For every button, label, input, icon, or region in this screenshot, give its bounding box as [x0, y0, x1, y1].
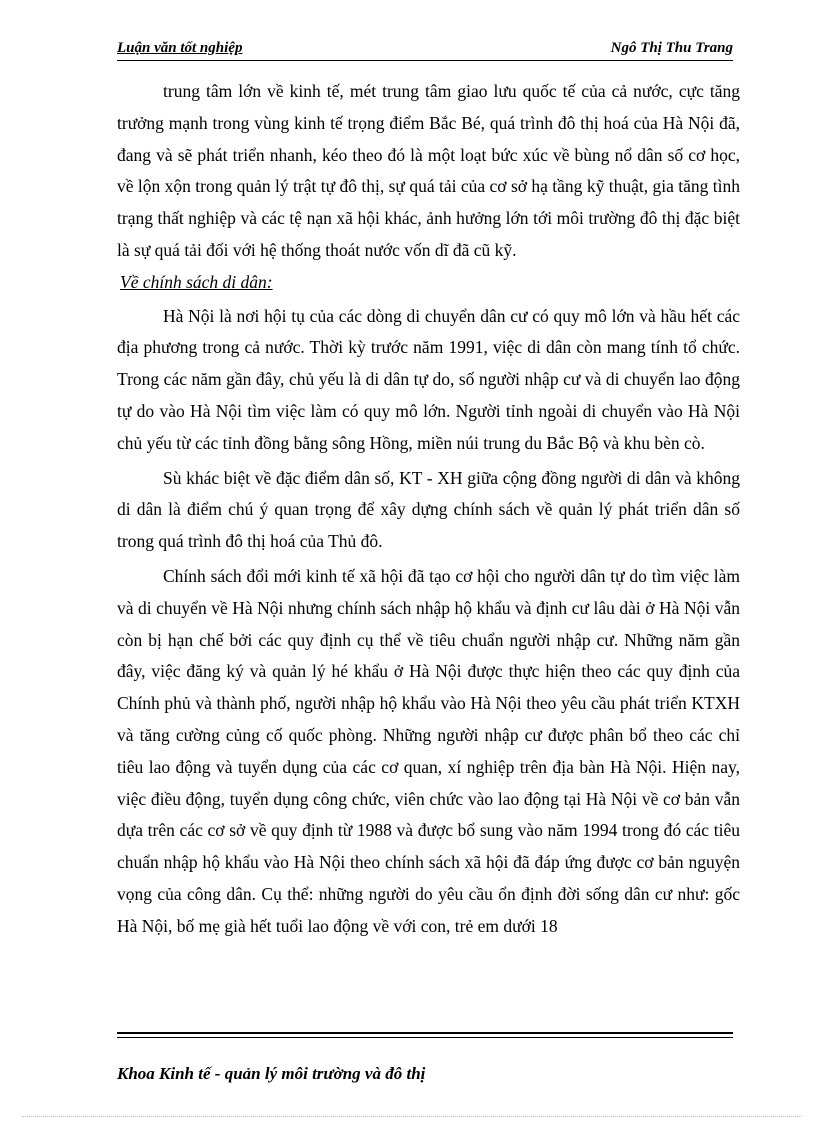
page-footer: Khoa Kinh tế - quản lý môi trường và đô thị: [117, 1064, 426, 1083]
page-header: [117, 40, 733, 62]
paragraph-4: Chính sách đổi mới kinh tế xã hội đã tạo cơ hội cho người dân tự do tìm việc làm và di chuyển về Hà Nội nhưng chính sách nhập hộ khẩu và định cư lâu dài ở Hà Nội vẫn còn bị hạn chế bởi các quy định cụ thể về tiêu chuẩn người nhập cư. Những năm gần đây, việc đăng ký và quản lý hé khẩu ở Hà Nội được thực hiện theo các quy định của Chính phủ và thành phố, người nhập hộ khẩu vào Hà Nội theo yêu cầu phát triển KTXH và tăng cường củng cố quốc phòng. Những người nhập cư được phân bổ theo các chỉ tiêu lao động và tuyển dụng của các cơ quan, xí nghiệp trên địa bàn Hà Nội. Hiện nay, việc điều động, tuyển dụng công chức, viên chức vào lao động tại Hà Nội về cơ bản vẫn dựa trên các cơ sở về quy định từ 1988 và được bổ sung vào năm 1994 trong đó các tiêu chuẩn nhập hộ khẩu vào Hà Nội theo chính sách xã hội đã đáp ứng được cơ bản nguyện vọng của công dân. Cụ thể: những người do yêu cầu ổn định đời sống dân cư như: gốc Hà Nội, bố mẹ già hết tuổi lao động về với con, trẻ em dưới 18: [117, 565, 740, 936]
section-heading: Về chính sách di dân:: [120, 271, 273, 292]
footer-divider-thick: [117, 1032, 733, 1034]
paragraph-1: trung tâm lớn về kinh tế, mét trung tâm giao lưu quốc tế của cả nước, cực tăng trưởng mạnh trong vùng kinh tế trọng điểm Bắc Bé, quá trình đô thị hoá của Hà Nội đã, đang và sẽ phát triển nhanh, kéo theo đó là một loạt bức xúc về bùng nổ dân số cơ học, về lộn xộn trong quản lý trật tự đô thị, sự quá tải của cơ sở hạ tầng kỹ thuật, gia tăng tình trạng thất nghiệp và các tệ nạn xã hội khác, ảnh hưởng lớn tới môi trường đô thị đặc biệt là sự quá tải đối với hệ thống thoát nước vốn dĩ đã cũ kỹ.: [117, 81, 740, 260]
page-bottom-edge: [22, 1116, 802, 1117]
footer-divider-thin: [117, 1037, 733, 1038]
header-divider: [117, 60, 733, 61]
author-name: Ngô Thị Thu Trang: [610, 40, 733, 56]
paragraph-3: Sù khác biệt về đặc điểm dân số, KT - XH giữa cộng đồng người di dân và không di dân là điểm chú ý quan trọng để xây dựng chính sách về quản lý phát triển dân số trong quá trình đô thị hoá của Thủ đô.: [117, 467, 740, 552]
paragraph-2: Hà Nội là nơi hội tụ của các dòng di chuyển dân cư có quy mô lớn và hầu hết các địa phương trong cả nước. Thời kỳ trước năm 1991, việc di dân còn mang tính tổ chức. Trong các năm gần đây, chủ yếu là di dân tự do, số người nhập cư và di chuyển lao động tự do vào Hà Nội tìm việc làm có quy mô lớn. Người tỉnh ngoài di chuyển vào Hà Nội chủ yếu từ các tỉnh đồng bằng sông Hồng, miền núi trung du Bắc Bộ và khu bèn cò.: [117, 305, 740, 453]
thesis-label: Luận văn tốt nghiệp: [117, 40, 243, 56]
page-body: [117, 76, 740, 943]
